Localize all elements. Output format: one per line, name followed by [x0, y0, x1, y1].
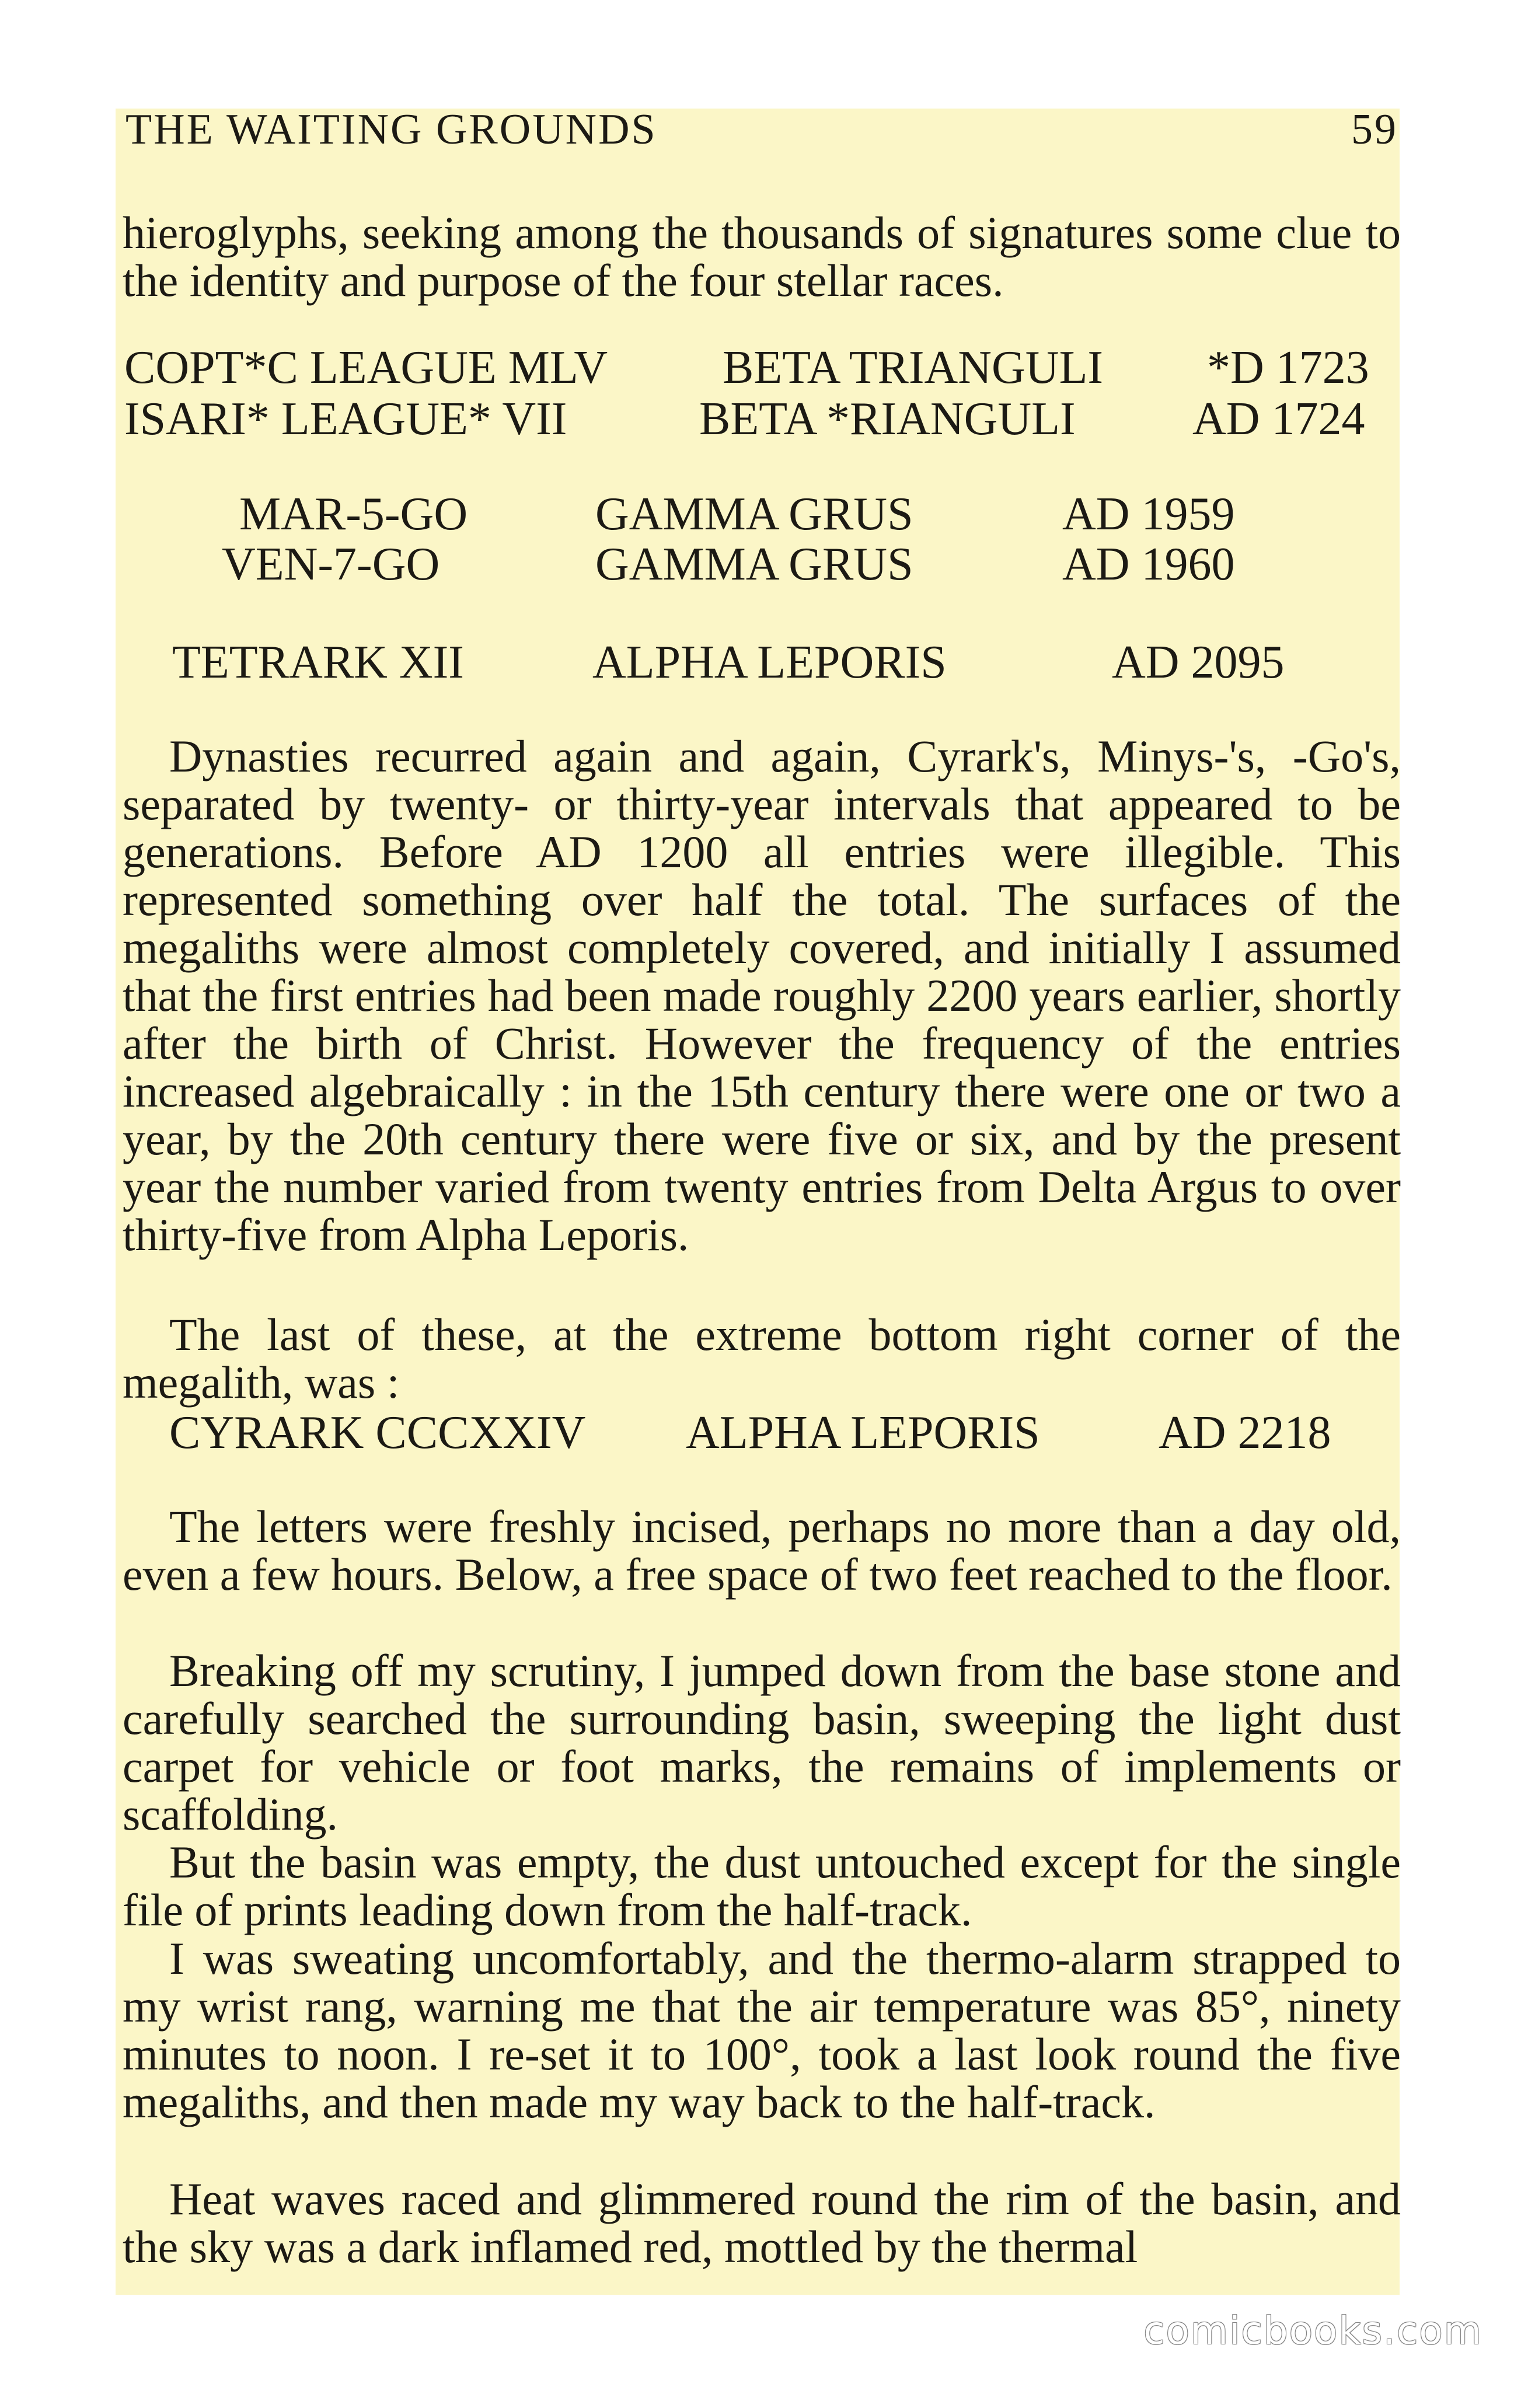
entry-name: ISARI* LEAGUE* VII [124, 393, 567, 445]
paragraph-heat-waves: Heat waves raced and glimmered round the rim of the basin, and the sky was a dark inflamed red, mottled by the thermal [123, 2173, 1401, 2272]
running-title: THE WAITING GROUNDS [125, 106, 657, 153]
page-number: 59 [1351, 106, 1398, 153]
paragraph-last-entry: The last of these, at the extreme bottom right corner of the megalith, was : [123, 1309, 1401, 1408]
entry-star: BETA *RIANGULI [699, 393, 1076, 445]
entry-name: MAR-5-GO [239, 488, 468, 540]
paragraph-dynasties: Dynasties recurred again and again, Cyrark's, Minys-'s, -Go's, separated by twenty- or thirty-year intervals that appeared to be generations. Before AD 1200 all entries were illegible. This represented something over half the total. The surfaces of the megaliths were almost completely covered, and initially I assumed that the first entries had been made roughly 2200 years earlier, shortly after the birth of Christ. However the frequency of the entries increased algebraically : in the 15th century there were one or two a year, by the 20th century there were five or six, and by the present year the number varied from twenty entries from Delta Argus to over thirty-five from Alpha Leporis. [123, 731, 1401, 1260]
entry-name: TETRARK XII [172, 637, 464, 688]
inscription-entry [124, 341, 1403, 394]
entry-date: AD 1960 [1062, 539, 1235, 590]
paragraph-letters: The letters were freshly incised, perhaps no more than a day old, even a few hours. Below, a free space of two feet reached to the floor. [123, 1501, 1401, 1600]
paragraph-opening: hieroglyphs, seeking among the thousands of signatures some clue to the identity and purpose of the four stellar races. [123, 207, 1401, 306]
entry-star: ALPHA LEPORIS [686, 1407, 1040, 1458]
entry-date: AD 2095 [1112, 637, 1285, 688]
entry-star: GAMMA GRUS [595, 539, 913, 590]
inscription-entry [172, 636, 1339, 689]
paragraph-breaking-off: Breaking off my scrutiny, I jumped down from the base stone and carefully searched the surrounding basin, sweeping the light dust carpet for vehicle or foot marks, the remains of implements or scaffolding. [123, 1645, 1401, 1840]
entry-date: *D 1723 [1207, 342, 1369, 393]
entry-date: AD 1959 [1062, 488, 1235, 540]
entry-star: GAMMA GRUS [595, 488, 913, 540]
entry-date: AD 2218 [1159, 1407, 1331, 1458]
paragraph-sweating: I was sweating uncomfortably, and the thermo-alarm strapped to my wrist rang, warning me that the air temperature was 85°, ninety minutes to noon. I re-set it to 100°, took a last look round the five megaliths, and then made my way back to the half-track. [123, 1933, 1401, 2127]
entry-date: AD 1724 [1192, 393, 1365, 445]
entry-star: BETA TRIANGULI [723, 342, 1104, 393]
inscription-entry [222, 538, 1290, 591]
inscription-entry [124, 393, 1403, 445]
entry-name: COPT*C LEAGUE MLV [124, 342, 608, 393]
watermark: comicbooks.com [1143, 2308, 1482, 2353]
paragraph-basin: But the basin was empty, the dust untouched except for the single file of prints leading down from the half-track. [123, 1837, 1401, 1935]
entry-star: ALPHA LEPORIS [592, 637, 947, 688]
page-header [125, 105, 1398, 169]
inscription-entry [239, 488, 1290, 540]
entry-name: CYRARK CCCXXIV [169, 1407, 586, 1458]
entry-name: VEN-7-GO [222, 539, 440, 590]
inscription-entry [169, 1407, 1366, 1459]
